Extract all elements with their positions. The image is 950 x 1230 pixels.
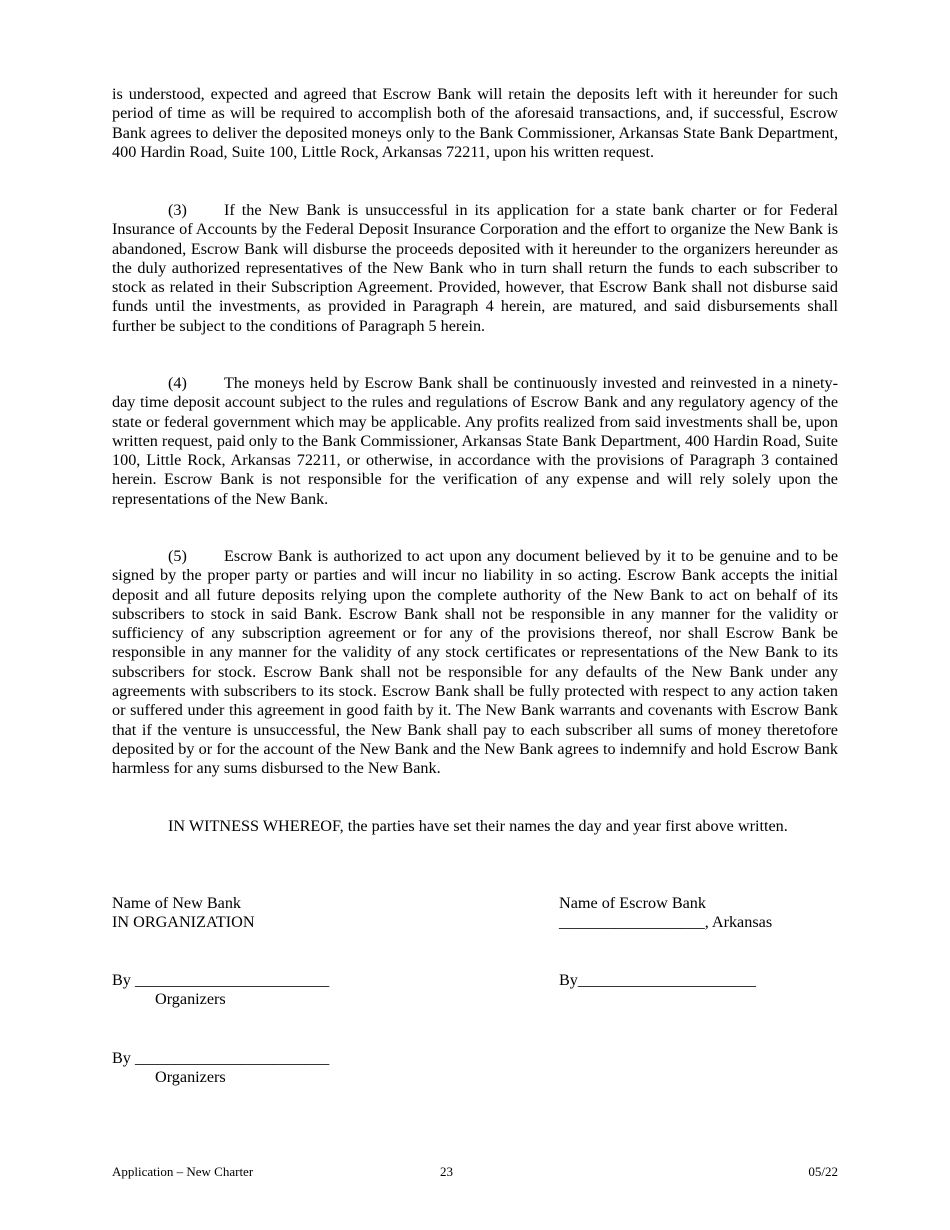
paragraph-3-number: (3) [168, 201, 187, 219]
organizers-label-2: Organizers [155, 1068, 226, 1086]
organizers-label-1: Organizers [155, 990, 226, 1008]
paragraph-5 [112, 547, 838, 779]
paragraph-4-text: The moneys held by Escrow Bank shall be continuously invested and reinvested in a ninety-day time deposit account subject to the rules and regulations of Escrow Bank and any regulatory agency of the state or federal government which may be applicable. Any profits realized from said investments shall be, upon written request, paid only to the Bank Commissioner, Arkansas State Bank Department, 400 Hardin Road, Suite 100, Little Rock, Arkansas 72211, or otherwise, in accordance with the provisions of Paragraph 3 contained herein. Escrow Bank is not responsible for the verification of any expense and will rely solely upon the representations of the New Bank. [112, 374, 838, 508]
new-bank-signature-line-1: By ________________________ [112, 971, 330, 989]
paragraph-5-text: Escrow Bank is authorized to act upon any document believed by it to be genuine and to be signed by the proper party or parties and will incur no liability in so acting. Escrow Bank accepts the initial deposit and all future deposits relying upon the complete authority of the New Bank to act on behalf of its subscribers to stock in said Bank. Escrow Bank shall not be responsible in any manner for the validity or sufficiency of any subscription agreement or for any of the provisions thereof, nor shall Escrow Bank be responsible in any manner for the validity of any stock certificates or representations of the New Bank to its subscribers for stock. Escrow Bank shall not be responsible for any defaults of the New Bank under any agreements with subscribers to its stock. Escrow Bank shall be fully protected with respect to any action taken or suffered under this agreement in good faith by it. The New Bank warrants and covenants with Escrow Bank that if the venture is unsuccessful, the New Bank shall pay to each subscriber all sums of money theretofore deposited by or for the account of the New Bank and the New Bank agrees to indemnify and hold Escrow Bank harmless for any sums disbursed to the New Bank. [112, 547, 838, 778]
witness-paragraph: IN WITNESS WHEREOF, the parties have set their names the day and year first above written. [168, 817, 788, 835]
footer-document-title: Application – New Charter [112, 1164, 254, 1179]
paragraph-5-number: (5) [168, 547, 187, 565]
escrow-bank-signature-line: By______________________ [559, 971, 756, 989]
escrow-bank-location-line: __________________, Arkansas [559, 913, 773, 931]
paragraph-3-text: If the New Bank is unsuccessful in its application for a state bank charter or for Federal Insurance of Accounts by the Federal Deposit Insurance Corporation and the effort to organize the New Bank is abandoned, Escrow Bank will disburse the proceeds deposited with it hereunder to the organizers hereunder as the duly authorized representatives of the New Bank who in turn shall return the funds to each subscriber to stock as related in their Subscription Agreement. Provided, however, that Escrow Bank shall not disburse said funds until the investments, as provided in Paragraph 4 herein, are matured, and said disbursements shall further be subject to the conditions of Paragraph 5 herein. [112, 201, 838, 335]
paragraph-intro: is understood, expected and agreed that Escrow Bank will retain the deposits left with it hereunder for such period of time as will be required to accomplish both of the aforesaid transactions, and, if successful, Escrow Bank agrees to deliver the deposited moneys only to the Bank Commissioner, Arkansas State Bank Department, 400 Hardin Road, Suite 100, Little Rock, Arkansas 72211, upon his written request. [112, 85, 838, 161]
footer-page-number: 23 [440, 1164, 453, 1179]
new-bank-signature-line-2: By ________________________ [112, 1049, 330, 1067]
new-bank-name-label: Name of New Bank [112, 894, 242, 912]
paragraph-3 [112, 201, 838, 336]
footer-date: 05/22 [808, 1164, 838, 1179]
new-bank-org-label: IN ORGANIZATION [112, 913, 255, 931]
paragraph-4-number: (4) [168, 374, 187, 392]
escrow-bank-name-label: Name of Escrow Bank [559, 894, 706, 912]
paragraph-4 [112, 374, 838, 509]
